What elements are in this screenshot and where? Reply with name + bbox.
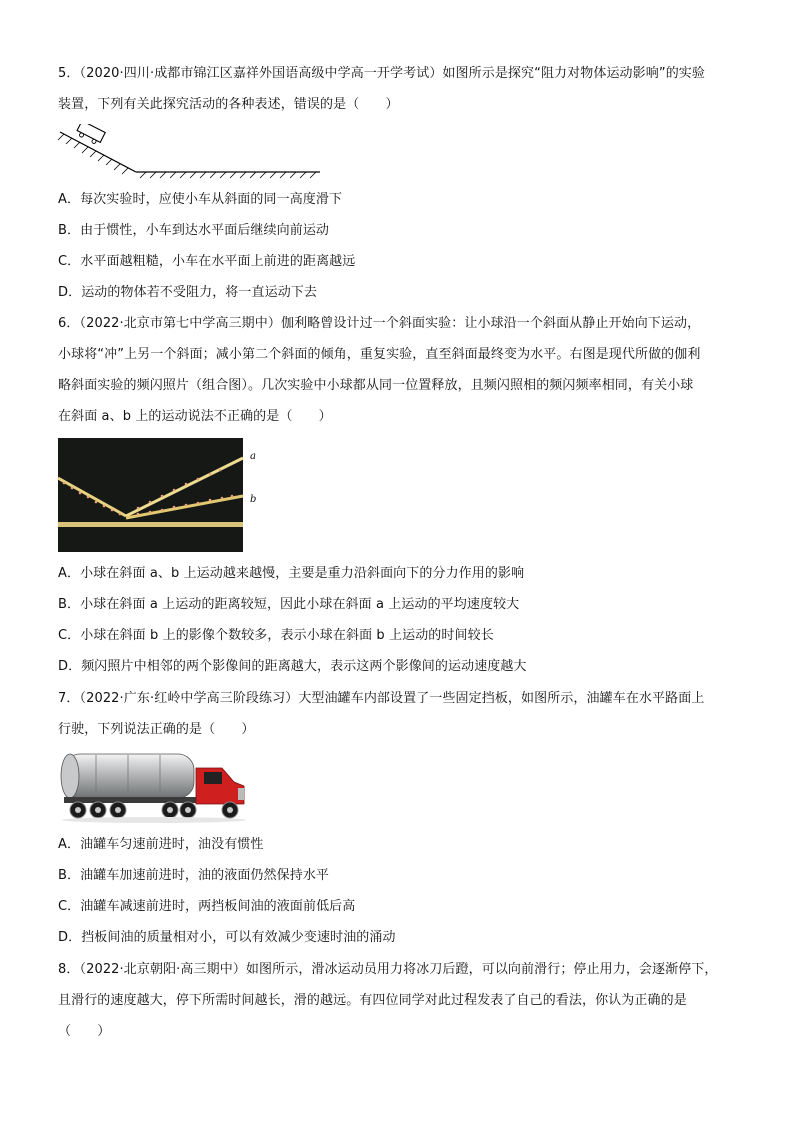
q5-option-d: D．运动的物体若不受阻力，将一直运动下去	[58, 285, 318, 300]
incline-cart-figure	[56, 124, 326, 180]
q5-option-b: B．由于惯性，小车到达水平面后继续向前运动	[58, 223, 330, 238]
q7-stem-line-1: 7．（2022·广东·红岭中学高三阶段练习）大型油罐车内部设置了一些固定挡板，如图所示，油罐车在水平路面上	[58, 691, 705, 706]
q6-stem-line-3: 略斜面实验的频闪照片（组合图）。几次实验中小球都从同一位置释放，且频闪照相的频闪频率相同，有关小球	[58, 378, 694, 393]
q6-option-d: D．频闪照片中相邻的两个影像间的距离越大，表示这两个影像间的运动速度越大	[58, 659, 527, 674]
tanker-truck-figure	[58, 744, 250, 824]
q7-option-c: C．油罐车减速前进时，两挡板间油的液面前低后高	[58, 899, 356, 914]
q8-stem-line-1: 8．（2022·北京朝阳·高三期中）如图所示，滑冰运动员用力将冰刀后蹬，可以向前滑行；停止用力，会逐渐停下，	[58, 962, 718, 977]
galileo-photo-figure	[58, 438, 268, 552]
q6-option-c: C．小球在斜面 b 上的影像个数较多，表示小球在斜面 b 上运动的时间较长	[58, 628, 494, 643]
q7-option-b: B．油罐车加速前进时，油的液面仍然保持水平	[58, 868, 330, 883]
q6-option-a: A．小球在斜面 a、b 上运动越来越慢，主要是重力沿斜面向下的分力作用的影响	[58, 566, 525, 581]
q7-stem-line-2: 行驶，下列说法正确的是（ ）	[58, 722, 255, 737]
q7-option-a: A．油罐车匀速前进时，油没有惯性	[58, 837, 264, 852]
q6-stem-line-4: 在斜面 a、b 上的运动说法不正确的是（ ）	[58, 409, 332, 424]
q7-option-d: D．挡板间油的质量相对小，可以有效减少变速时油的涌动	[58, 930, 396, 945]
label-a: a	[250, 451, 256, 462]
q8-stem-line-2: 且滑行的速度越大，停下所需时间越长，滑的越远。有四位同学对此过程发表了自己的看法，你认为正确的是	[58, 993, 687, 1008]
q6-option-b: B．小球在斜面 a 上运动的距离较短，因此小球在斜面 a 上运动的平均速度较大	[58, 597, 520, 612]
q5-option-a: A．每次实验时，应使小车从斜面的同一高度滑下	[58, 192, 343, 207]
label-b: b	[250, 494, 257, 505]
q5-stem-line-1: 5．（2020·四川·成都市锦江区嘉祥外国语高级中学高一开学考试）如图所示是探究“阻力对物体运动影响”的实验	[58, 66, 705, 81]
q6-stem-line-2: 小球将“冲”上另一个斜面；减小第二个斜面的倾角，重复实验，直至斜面最终变为水平。右图是现代所做的伽利	[58, 347, 701, 362]
q6-stem-line-1: 6．（2022·北京市第七中学高三期中）伽利略曾设计过一个斜面实验：让小球沿一个斜面从静止开始向下运动，	[58, 316, 701, 331]
q8-stem-line-3: （ ）	[58, 1024, 111, 1039]
q5-stem-line-2: 装置，下列有关此探究活动的各种表述，错误的是（ ）	[58, 97, 399, 112]
q5-option-c: C．水平面越粗糙，小车在水平面上前进的距离越远	[58, 254, 356, 269]
